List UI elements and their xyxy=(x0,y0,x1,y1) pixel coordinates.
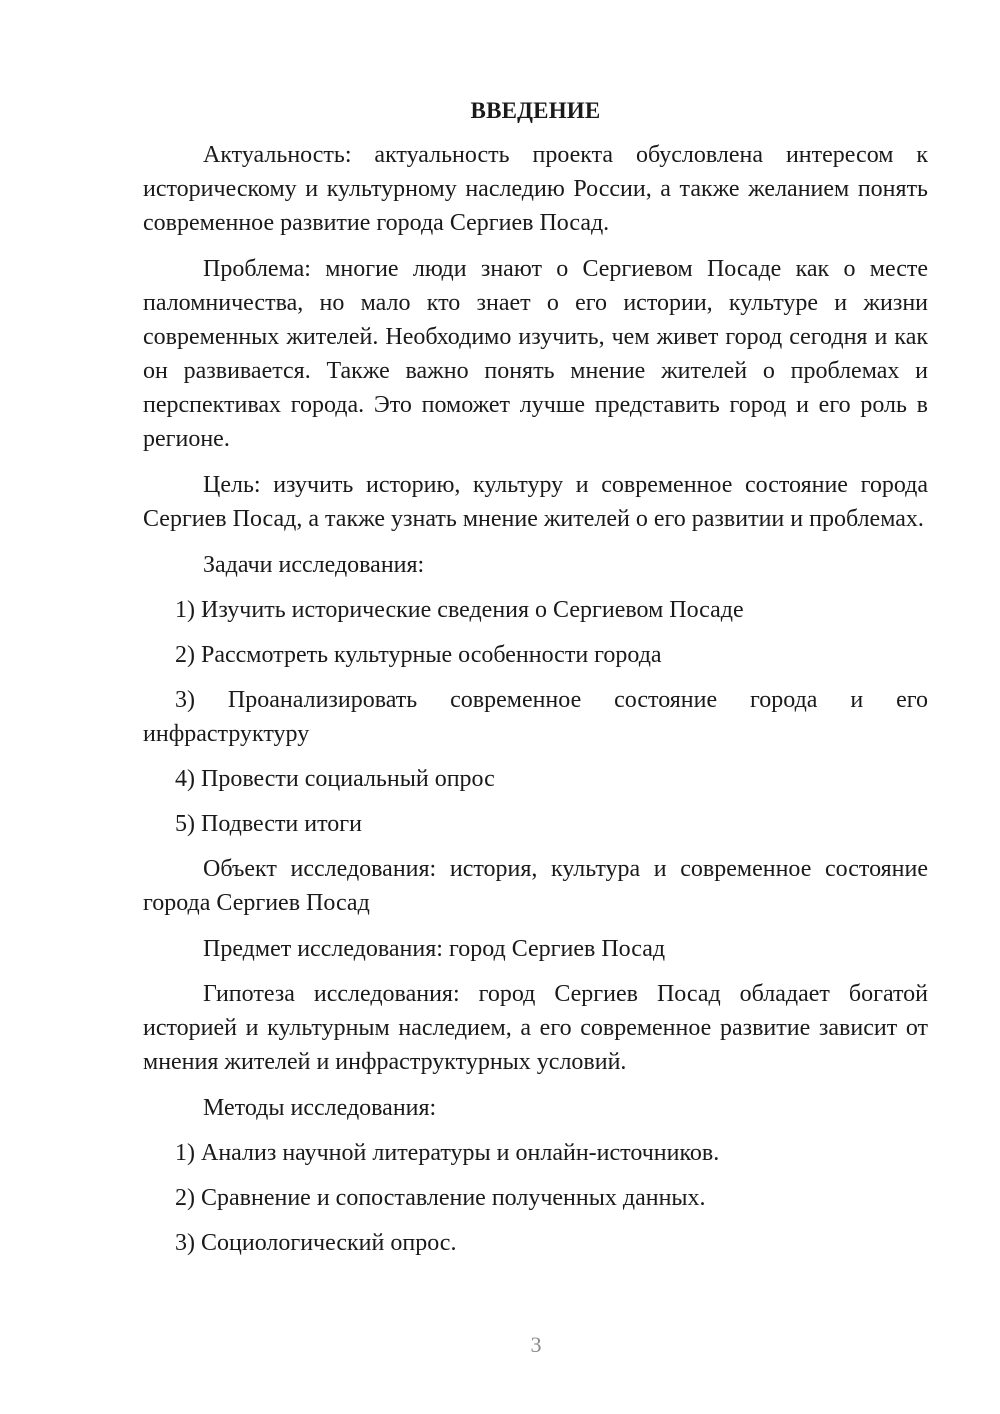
list-item: 1) Анализ научной литературы и онлайн-источников. xyxy=(175,1140,720,1166)
hypothesis-paragraph: Гипотеза исследования: город Сергиев Посад обладает богатой историей и культурным наследием, а его современное развитие зависит от мнения жителей и инфраструктурных условий. xyxy=(143,981,928,1075)
problem-paragraph: Проблема: многие люди знают о Сергиевом Посаде как о месте паломничества, но мало кто знает о его истории, культуре и жизни современных жителей. Необходимо изучить, чем живет город сегодня и как он развивается. Также важно понять мнение жителей о проблемах и перспективах города. Это поможет лучше представить город и его роль в регионе. xyxy=(143,256,928,452)
list-item: 3) Проанализировать современное состояние города и его инфраструктуру xyxy=(143,687,928,747)
relevance-paragraph: Актуальность: актуальность проекта обусловлена интересом к историческому и культурному наследию России, а также желанием понять современное развитие города Сергиев Посад. xyxy=(143,142,928,236)
document-body xyxy=(143,94,928,1271)
page-number: 3 xyxy=(530,1332,542,1357)
methods-list xyxy=(143,1136,928,1260)
methods-label: Методы исследования: xyxy=(203,1095,437,1121)
subject-paragraph: Предмет исследования: город Сергиев Посад xyxy=(203,936,666,962)
list-item: 2) Рассмотреть культурные особенности города xyxy=(175,642,662,668)
tasks-list xyxy=(143,593,928,841)
list-item: 2) Сравнение и сопоставление полученных данных. xyxy=(175,1185,706,1211)
list-item: 4) Провести социальный опрос xyxy=(175,766,495,792)
list-item: 3) Социологический опрос. xyxy=(175,1230,457,1256)
goal-paragraph: Цель: изучить историю, культуру и современное состояние города Сергиев Посад, а также узнать мнение жителей о его развитии и проблемах. xyxy=(143,472,928,532)
list-item: 1) Изучить исторические сведения о Сергиевом Посаде xyxy=(175,597,744,623)
tasks-label: Задачи исследования: xyxy=(203,552,425,578)
object-paragraph: Объект исследования: история, культура и современное состояние города Сергиев Посад xyxy=(143,856,928,916)
list-item: 5) Подвести итоги xyxy=(175,811,362,837)
page-title: ВВЕДЕНИЕ xyxy=(470,98,601,123)
